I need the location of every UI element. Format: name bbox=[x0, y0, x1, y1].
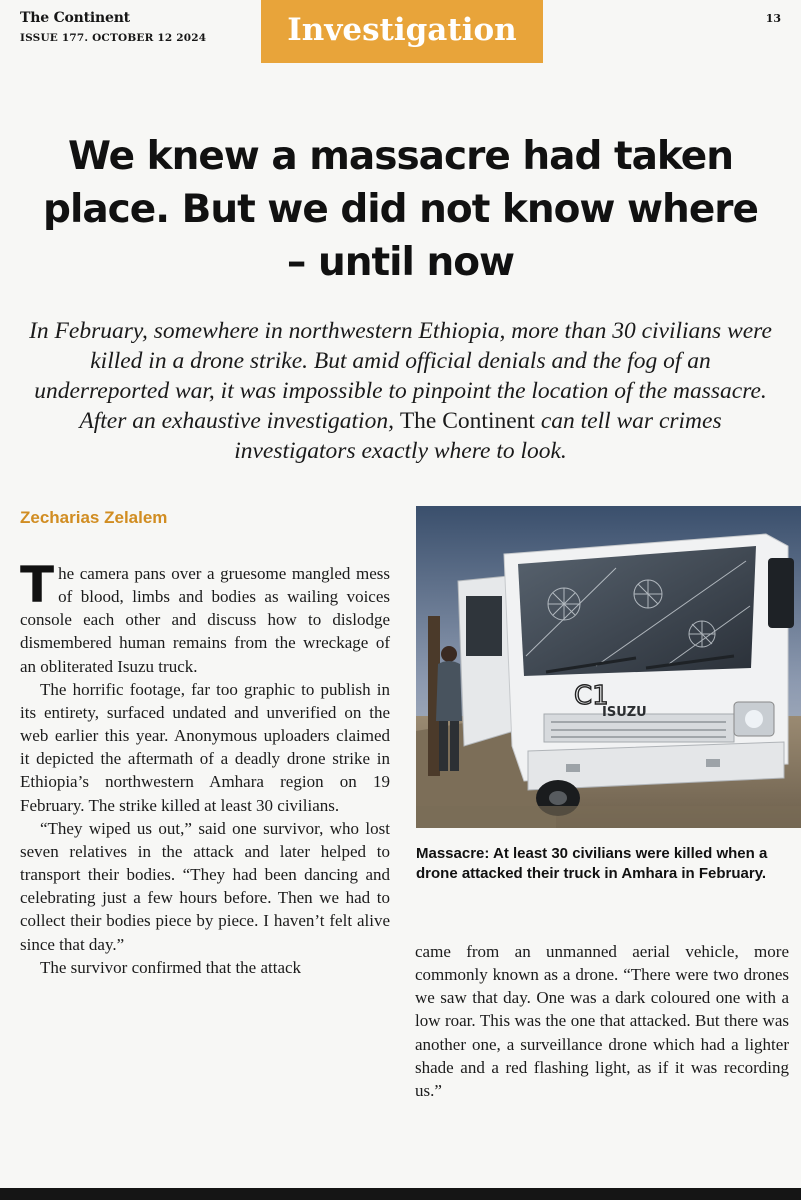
truck-brand: ISUZU bbox=[602, 705, 647, 720]
standfirst bbox=[22, 316, 779, 466]
paragraph-5: came from an unmanned aerial vehicle, more commonly known as a drone. “There were two drones we saw that day. One was a dark coloured one with a low roar. This was the one that attacked. But there was another one, a surveillance drone which had a lighter shade and a red flashing light, as if it was recording us.” bbox=[415, 942, 789, 1100]
truck-photo-illustration bbox=[416, 506, 801, 828]
article-photo bbox=[416, 506, 801, 828]
section-tab bbox=[261, 0, 543, 63]
paragraph-4: The survivor confirmed that the attack bbox=[40, 957, 302, 977]
paragraph-1-text: he camera pans over a gruesome mangled mess of blood, limbs and bodies as wailing voices console each other and discuss how to dislodge dismembered human remains from the wreckage of an obliterated Isuzu truck. bbox=[20, 564, 390, 676]
bottom-bar bbox=[0, 1188, 801, 1200]
publication-name: The Continent bbox=[20, 10, 130, 26]
standfirst-part2: can tell war crimes investigators exactly where to look. bbox=[234, 408, 722, 464]
dropcap: T bbox=[20, 556, 55, 614]
paragraph-1 bbox=[20, 556, 390, 678]
page-number: 13 bbox=[765, 12, 781, 25]
article-body-right-column bbox=[415, 940, 789, 1102]
standfirst-part1: In February, somewhere in northwestern Ethiopia, more than 30 civilians were killed in a drone strike. But amid official denials and the fog of an underreported war, it was impossible to pinpoint the location of the massacre. After an exhaustive investigation, bbox=[29, 318, 772, 434]
section-label: Investigation bbox=[287, 12, 517, 48]
byline: Zecharias Zelalem bbox=[20, 508, 168, 527]
headline: We knew a massacre had taken place. But we did not know where – until now bbox=[43, 134, 758, 285]
issue-date: ISSUE 177. OCTOBER 12 2024 bbox=[20, 32, 207, 44]
truck-marking: C1 bbox=[574, 681, 609, 711]
paragraph-3: “They wiped us out,” said one survivor, who lost seven relatives in the attack and later helped to transport their bodies. “They had been dancing and celebrating just a few hours before. Then we had to collect their bodies piece by piece. I haven’t felt alive since that day.” bbox=[20, 818, 390, 954]
article-body-left-column bbox=[20, 556, 390, 979]
paragraph-2: The horrific footage, far too graphic to publish in its entirety, surfaced undated and unverified on the web earlier this year. Anonymous uploaders claimed it depicted the aftermath of a deadly drone strike in Ethiopia’s northwestern Amhara region on 19 February. The strike killed at least 30 civilians. bbox=[20, 679, 390, 815]
standfirst-publication: The Continent bbox=[399, 408, 535, 434]
photo-caption: Massacre: At least 30 civilians were killed when a drone attacked their truck in Amhara in February. bbox=[416, 845, 768, 882]
